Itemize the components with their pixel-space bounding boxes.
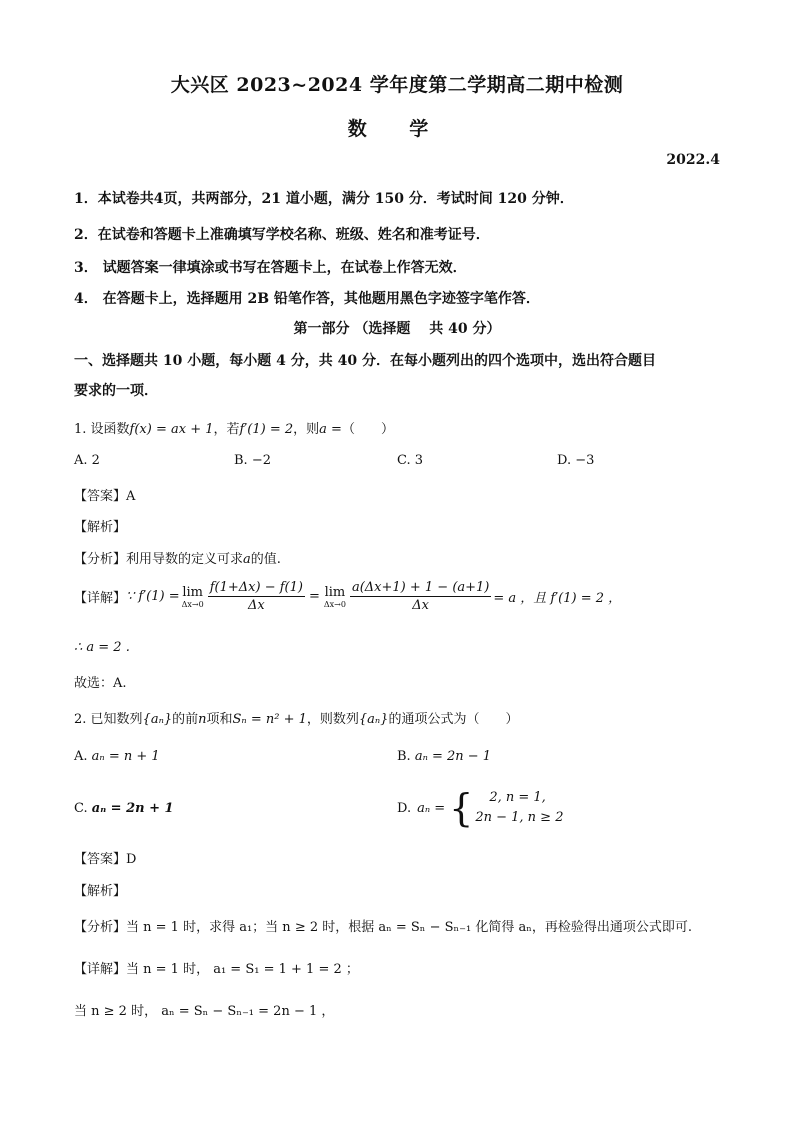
q1-analysis-label: 【解析】 [74,520,127,535]
q2-fenxi-label: 【分析】 [74,920,127,935]
q2-n: n [198,712,207,727]
q2-detail-text: 当 n = 1 时， a₁ = S₁ = 1 + 1 = 2 ； [126,962,359,977]
q2-option-b-text: aₙ = 2n − 1 [414,749,492,764]
equals-sign: = [308,589,320,604]
q1-fenxi-label: 【分析】 [74,552,127,567]
q2-stem-b: 的前 [172,712,199,727]
q1-option-d: D. −3 [557,453,595,468]
q2-option-d-lhs: aₙ = [417,800,446,816]
q2-option-b [397,749,491,764]
q1-therefore: ∴ a = 2 . [74,640,130,655]
piecewise-cases [475,788,563,828]
q2-option-c-text: aₙ = 2n + 1 [91,801,174,816]
q2-fenxi-text: 当 n = 1 时，求得 a₁；当 n ≥ 2 时，根据 aₙ = Sₙ − Sₙ₋₁ 化简得 aₙ，再检验得出通项公式即可. [126,920,692,935]
left-brace-icon: { [449,786,474,830]
q2-option-c-label: C. [74,801,88,816]
q1-fenxi-var: a [243,552,251,567]
q1-answer-value: A [126,489,136,504]
q2-analysis-label: 【解析】 [74,884,127,899]
q1-detail-because: ∵ f′(1) = [126,589,180,604]
fraction-numerator: a(Δx+1) + 1 − (a+1) [351,580,490,595]
q1-fenxi-text1: 利用导数的定义可求 [126,552,244,567]
q2-answer [74,848,136,867]
piecewise [449,788,563,828]
q2-option-d-label: D. [397,800,412,816]
q1-conclusion: 故选：A. [74,676,127,691]
q2-stem-d: ，则数列 [306,712,359,727]
fraction-numerator: f(1+Δx) − f(1) [209,580,303,595]
q2-seq: {aₙ} [142,712,173,727]
exam-title: 大兴区 2023~2024 学年度第二学期高二期中检测 [170,74,624,96]
q1-answer-label: 【答案】 [74,489,127,504]
subject-title: 数 学 [347,118,447,140]
q1-fenxi [74,548,281,567]
q2-stem-c: 项和 [206,712,233,727]
q1-fraction-1 [208,580,305,613]
q1-mid: ，若 [213,422,240,437]
q2-stem-e: 的通项公式为（ ） [388,712,519,727]
q1-detail-label: 【详解】 [74,591,127,606]
q2-answer-value: D [126,852,137,867]
instruction-1: 1．本试卷共4页，共两部分，21 道小题，满分 150 分．考试时间 120 分钟． [74,191,574,207]
q1-prefix: 1. 设函数 [74,422,130,437]
q2-answer-label: 【答案】 [74,852,127,867]
q2-option-a-text: aₙ = n + 1 [91,749,160,764]
fraction-denominator: Δx [412,598,430,613]
part1-intro-line2: 要求的一项． [74,383,158,399]
q1-option-c: C. 3 [397,453,424,468]
q1-tail: ，则 [293,422,320,437]
q2-option-d [397,788,563,828]
q1-fraction-2 [350,580,491,613]
q2-option-a [74,749,160,764]
q2-sum: Sₙ = n² + 1 [232,712,307,727]
case-2: 2n − 1, n ≥ 2 [475,810,564,825]
part1-intro-line1: 一、选择题共 10 小题，每小题 4 分，共 40 分．在每小题列出的四个选项中，选出符合题目 [74,353,656,369]
q2-detail [74,958,359,977]
q2-option-b-label: B. [397,749,411,764]
q1-lim-1 [182,585,204,609]
q2-fenxi [74,916,692,935]
part1-heading: 第一部分 （选择题 共 40 分） [293,321,501,337]
lim-sub: Δx→0 [181,599,204,609]
fraction-denominator: Δx [247,598,265,613]
q2-stem-a: 2. 已知数列 [74,712,143,727]
lim-sub: Δx→0 [323,599,346,609]
q1-detail [74,580,621,613]
q2-detail-line2: 当 n ≥ 2 时， aₙ = Sₙ − Sₙ₋₁ = 2n − 1 ， [74,1004,335,1019]
exam-date: 2022.4 [666,152,720,168]
lim-text: lim [324,584,346,600]
q1-paren: （ ） [341,422,394,437]
lim-text: lim [182,584,203,600]
q1-fenxi-text2: 的值. [250,552,281,567]
case-1: 2, n = 1, [489,790,546,805]
q1-option-a: A. 2 [74,453,100,468]
q2-option-a-label: A. [74,749,88,764]
q1-ask: a = [319,422,342,437]
instruction-2: 2．在试卷和答题卡上准确填写学校名称、班级、姓名和准考证号． [74,227,490,243]
q2-stem [74,708,518,727]
q1-lim-2 [324,585,346,609]
q2-option-c [74,801,174,816]
instruction-4: 4． 在答题卡上，选择题用 2B 铅笔作答，其他题用黑色字迹签字笔作答． [74,291,540,307]
q1-answer [74,485,135,504]
q1-detail-end: = a ，且 f′(1) = 2 ， [493,591,622,606]
q1-stem [74,418,394,437]
q1-func: f(x) = ax + 1 [129,422,214,437]
instruction-3: 3． 试题答案一律填涂或书写在答题卡上，在试卷上作答无效． [74,260,467,276]
q2-seq-2: {aₙ} [358,712,389,727]
q1-option-b: B. −2 [234,453,271,468]
q2-detail-label: 【详解】 [74,962,127,977]
q1-cond: f′(1) = 2 [239,422,294,437]
